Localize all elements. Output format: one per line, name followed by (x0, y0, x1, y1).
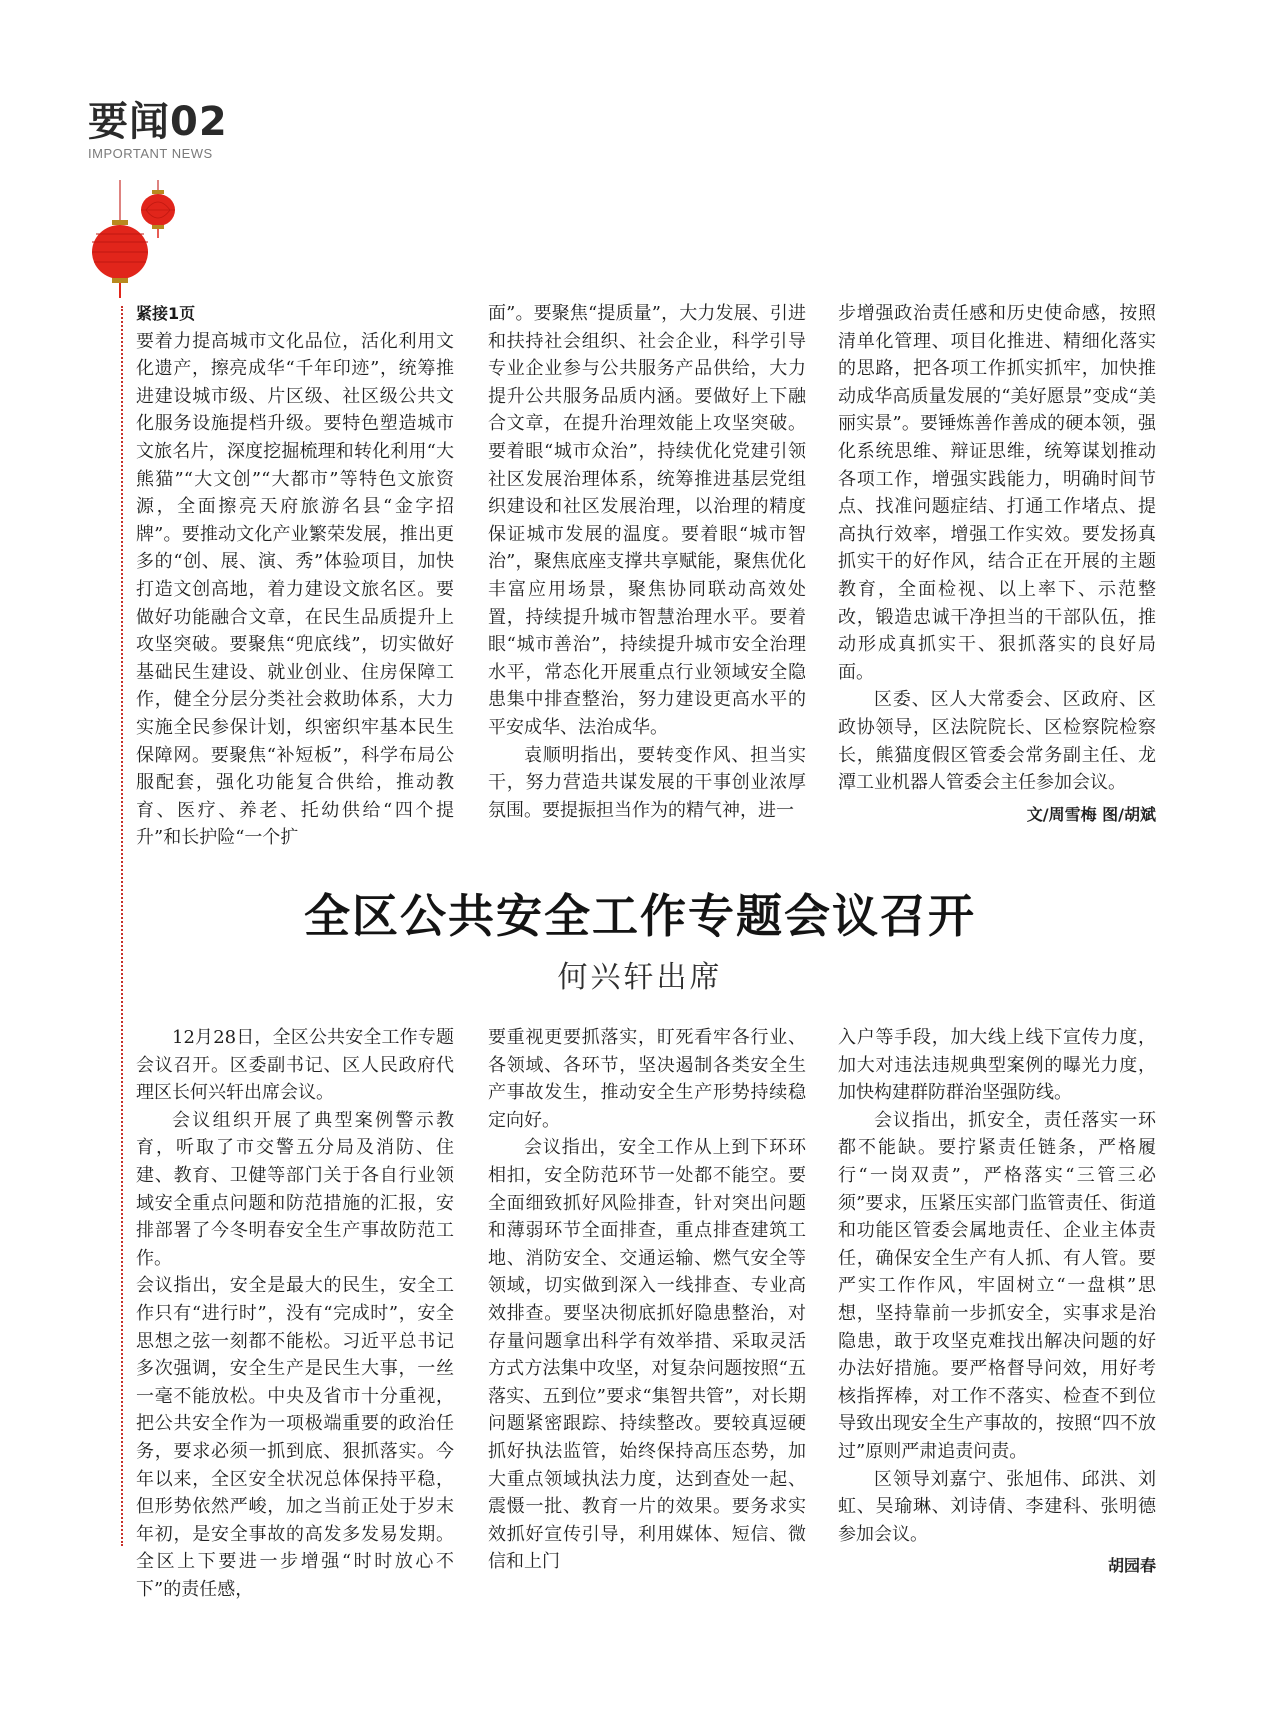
section-header (88, 100, 228, 161)
paragraph: 入户等手段，加大线上线下宣传力度，加大对违法违规典型案例的曝光力度，加快构建群防群治坚强防线。 (838, 1027, 1156, 1104)
paragraph: 要着力提高城市文化品位，活化利用文化遗产，擦亮成华“千年印迹”，统筹推进建设城市级、片区级、社区级公共文化服务设施提档升级。要特色塑造城市文旅名片，深度挖掘梳理和转化利用“大熊猫”“大文创”“大都市”等特色文旅资源，全面擦亮天府旅游名县“金字招牌”。要推动文化产业繁荣发展，推出更多的“创、展、演、秀”体验项目，加快打造文创高地，着力建设文旅名区。要做好功能融合文章，在民生品质提升上攻坚突破。要聚焦“兜底线”，切实做好基础民生建设、就业创业、住房保障工作，健全分层分类社会救助体系，大力实施全民参保计划，织密织牢基本民生保障网。要聚焦“补短板”，科学布局公服配套，强化功能复合供给，推动教育、医疗、养老、托幼供给“四个提升”和长护险“一个扩 (136, 330, 454, 849)
article1-column-2 (488, 300, 806, 824)
paragraph: 会议指出，抓安全，责任落实一环都不能缺。要拧紧责任链条，严格履行“一岗双责”，严格落实“三管三必须”要求，压紧压实部门监管责任、街道和功能区管委会属地责任、企业主体责任，确保安全生产有人抓、有人管。要严实工作作风，牢固树立“一盘棋”思想，坚持靠前一步抓安全，实事求是治隐患，敢于攻坚克难找出解决问题的好办法好措施。要严格督导问效，用好考核指挥棒，对工作不落实、检查不到位导致出现安全生产事故的，按照“四不放过”原则严肃追责问责。 (838, 1109, 1156, 1462)
paragraph: 区领导刘嘉宁、张旭伟、邱洪、刘虹、吴瑜琳、刘诗倩、李建科、张明德参加会议。 (838, 1468, 1156, 1545)
continued-label: 紧接1页 (136, 304, 196, 323)
paragraph: 要重视更要抓落实，盯死看牢各行业、各领域、各环节，坚决遏制各类安全生产事故发生，推动安全生产形势持续稳定向好。 (488, 1027, 806, 1131)
paragraph: 会议组织开展了典型案例警示教育，听取了市交警五分局及消防、住建、教育、卫健等部门关于各自行业领域安全重点问题和防范措施的汇报，安排部署了今冬明春安全生产事故防范工作。 (136, 1109, 454, 1269)
article1-column-3 (838, 300, 1156, 828)
article2-column-1 (136, 1024, 454, 1603)
article2-column-2 (488, 1024, 806, 1576)
byline: 胡园春 (1107, 1556, 1156, 1576)
paragraph: 面”。要聚焦“提质量”，大力发展、引进和扶持社会组织、社会企业，科学引导专业企业参与公共服务产品供给，大力提升公共服务品质内涵。要做好上下融合文章，在提升治理效能上攻坚突破。要着眼“城市众治”，持续优化党建引领社区发展治理体系，统筹推进基层党组织建设和社区发展治理，以治理的精度保证城市发展的温度。要着眼“城市智治”，聚焦底座支撑共享赋能，聚焦优化丰富应用场景，聚焦协同联动高效处置，持续提升城市智慧治理水平。要着眼“城市善治”，持续提升城市安全治理水平，常态化开展重点行业领域安全隐患集中排查整治，努力建设更高水平的平安成华、法治成华。 (488, 303, 806, 738)
paragraph: 袁顺明指出，要转变作风、担当实干，努力营造共谋发展的干事创业浓厚氛围。要提振担当作为的精气神，进一 (488, 744, 806, 821)
headline: 全区公共安全工作专题会议召开 (304, 889, 976, 943)
section-title: 要闻02 (88, 99, 228, 145)
byline: 文/周雪梅 图/胡斌 (1026, 804, 1156, 824)
paragraph: 12月28日，全区公共安全工作专题会议召开。区委副书记、区人民政府代理区长何兴轩出席会议。 (136, 1027, 454, 1104)
paragraph: 区委、区人大常委会、区政府、区政协领导，区法院院长、区检察院检察长，熊猫度假区管委会常务副主任、龙潭工业机器人管委会主任参加会议。 (838, 689, 1156, 794)
paragraph: 会议指出，安全是最大的民生，安全工作只有“进行时”，没有“完成时”，安全思想之弦一刻都不能松。习近平总书记多次强调，安全生产是民生大事，一丝一毫不能放松。中央及省市十分重视，把公共安全作为一项极端重要的政治任务，要求必须一抓到底、狠抓落实。今年以来，全区安全状况总体保持平稳，但形势依然严峻，加之当前正处于岁末年初，是安全事故的高发多发易发期。全区上下要进一步增强“时时放心不下”的责任感， (136, 1275, 454, 1600)
paragraph: 步增强政治责任感和历史使命感，按照清单化管理、项目化推进、精细化落实的思路，把各项工作抓实抓牢，加快推动成华高质量发展的“美好愿景”变成“美丽实景”。要锤炼善作善成的硬本领，强化系统思维、辩证思维，统筹谋划推动各项工作，增强实践能力，明确时间节点、找准问题症结、打通工作堵点、提高执行效率，增强工作实效。要发扬真抓实干的好作风，结合正在开展的主题教育，全面检视、以上率下、示范整改，锻造忠诚干净担当的干部队伍，推动形成真抓实干、狠抓落实的良好局面。 (838, 303, 1156, 683)
lantern-decoration-icon (86, 180, 186, 320)
paragraph: 会议指出，安全工作从上到下环环相扣，安全防范环节一处都不能空。要全面细致抓好风险排查，针对突出问题和薄弱环节全面排查，重点排查建筑工地、消防安全、交通运输、燃气安全等领域，切实做到深入一线排查、专业高效排查。要坚决彻底抓好隐患整治，对存量问题拿出科学有效举措、采取灵活方式方法集中攻坚，对复杂问题按照“五落实、五到位”要求“集智共管”，对长期问题紧密跟踪、持续整改。要较真逗硬抓好执法监管，始终保持高压态势，加大重点领域执法力度，达到查处一起、震慑一批、教育一片的效果。要务求实效抓好宣传引导，利用媒体、短信、微信和上门 (488, 1137, 806, 1573)
article1-column-1 (136, 300, 454, 852)
subheadline: 何兴轩出席 (557, 960, 723, 995)
section-subtitle: IMPORTANT NEWS (88, 146, 213, 161)
article2-column-3 (838, 1024, 1156, 1580)
